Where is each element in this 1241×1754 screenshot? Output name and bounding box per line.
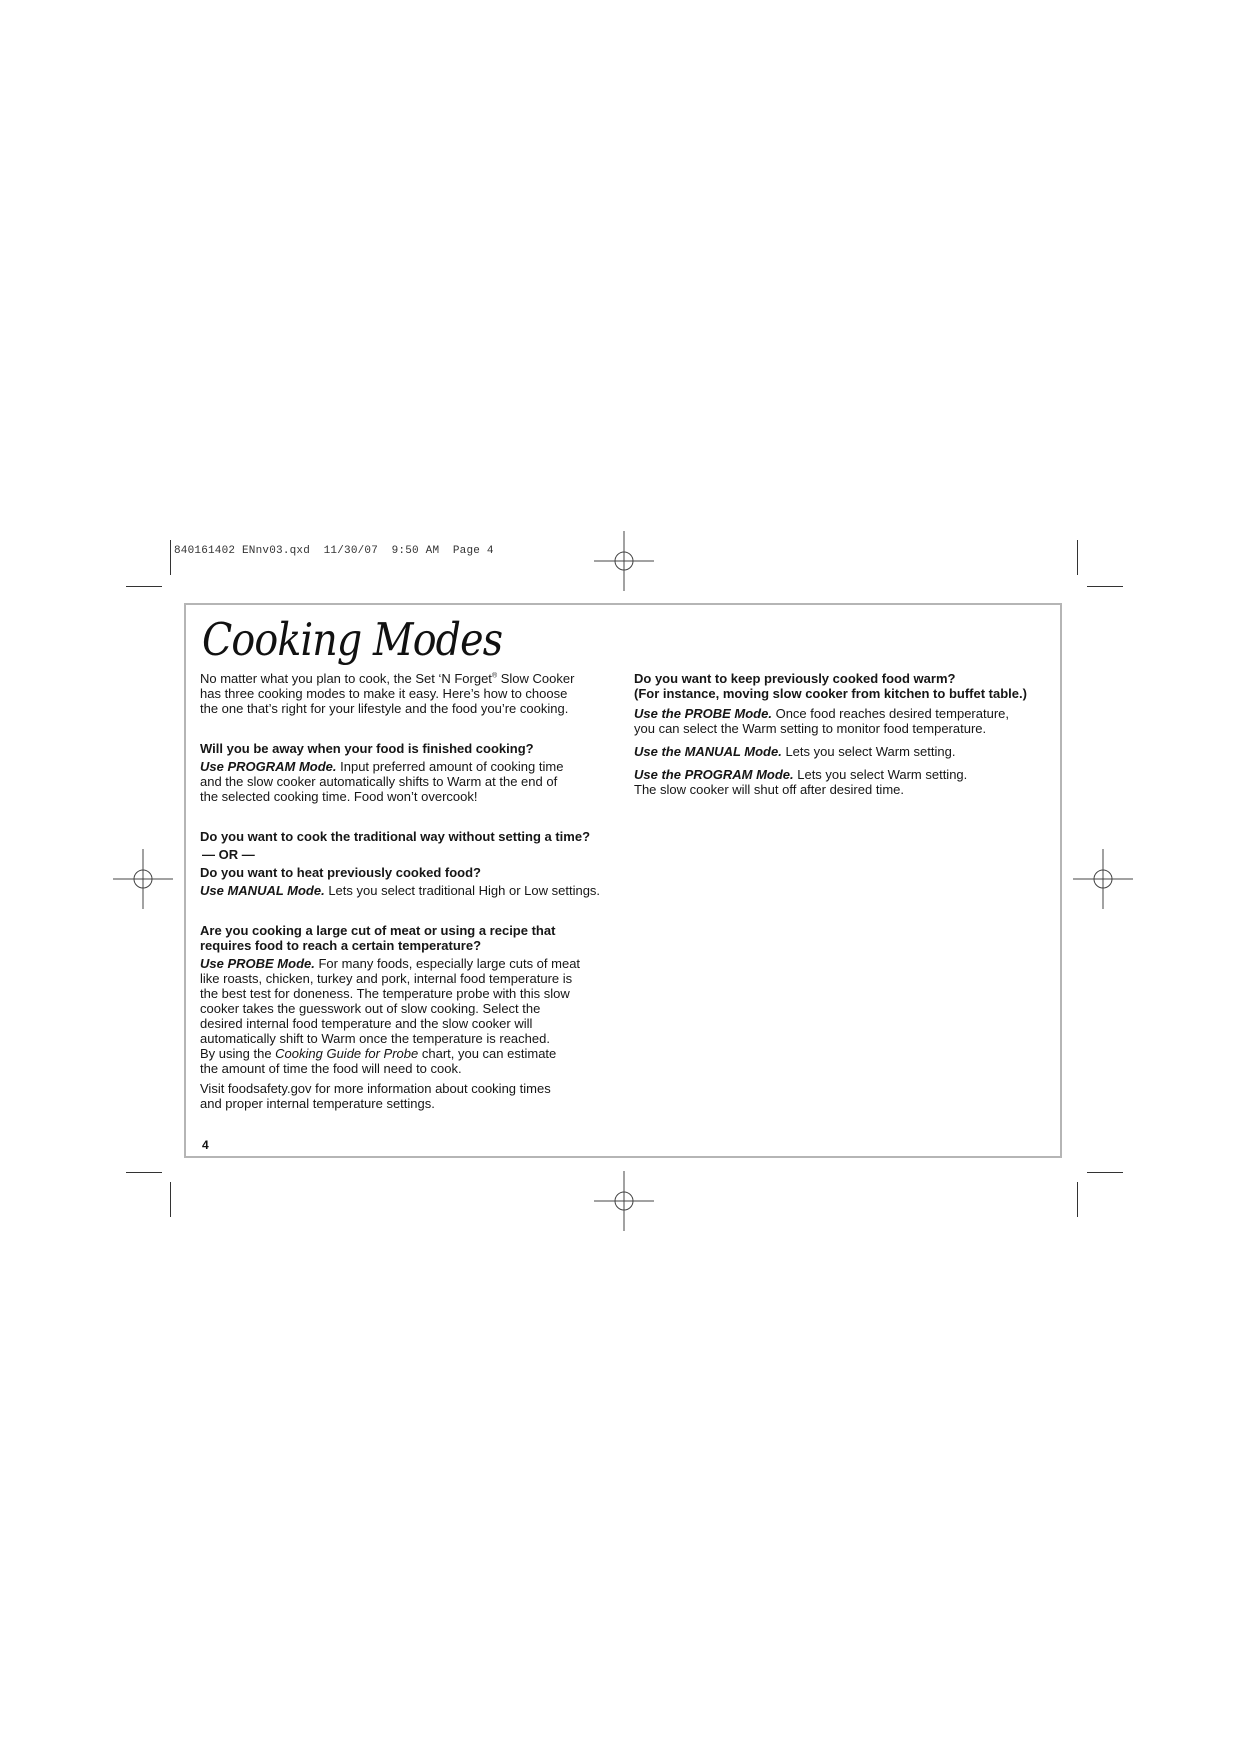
right-program-body: Lets you select Warm setting. The slow cooker will shut off after desired time. <box>634 767 968 797</box>
crop-mark-bottom-left-horizontal <box>126 1172 162 1173</box>
crop-mark-bottom-right-horizontal <box>1087 1172 1123 1173</box>
crop-mark-top-left-vertical <box>170 540 171 575</box>
right-probe-body: Once food reaches desired temperature, you can select the Warm setting to monitor food temperature. <box>634 706 1009 736</box>
right-probe-lead: Use the PROBE Mode. <box>634 706 772 721</box>
probe-question: Are you cooking a large cut of meat or using a recipe that requires food to reach a certain temperature? <box>200 923 556 953</box>
program-lead: Use PROGRAM Mode. <box>200 759 337 774</box>
registration-mark-left <box>113 849 173 909</box>
visit-paragraph: Visit foodsafety.gov for more information about cooking times and proper internal temperature settings. <box>200 1081 551 1111</box>
left-column <box>200 671 630 1116</box>
page-number: 4 <box>202 1138 209 1152</box>
probe-lead: Use PROBE Mode. <box>200 956 315 971</box>
page-title: Cooking Modes <box>202 613 503 666</box>
program-question: Will you be away when your food is finished cooking? <box>200 741 534 756</box>
manual-lead: Use MANUAL Mode. <box>200 883 325 898</box>
crop-mark-top-right-vertical <box>1077 540 1078 575</box>
manual-mode-section <box>200 829 630 898</box>
probe-body-end: chart, you can estimate the amount of time the food will need to cook. <box>200 1046 557 1076</box>
program-mode-section <box>200 741 630 804</box>
manual-page-panel <box>184 603 1062 1158</box>
right-manual-lead: Use the MANUAL Mode. <box>634 744 782 759</box>
registration-mark-top <box>594 531 654 591</box>
program-paragraph <box>200 759 630 804</box>
crop-mark-bottom-right-vertical <box>1077 1182 1078 1217</box>
registration-mark-bottom <box>594 1171 654 1231</box>
program-body: Input preferred amount of cooking time and the slow cooker automatically shifts to Warm at the end of the selected cooking time. Food won’t overcook! <box>200 759 564 804</box>
intro-text-start: No matter what you plan to cook, the Set ‘N Forget <box>200 671 492 686</box>
manual-question-1: Do you want to cook the traditional way without setting a time? <box>200 829 591 844</box>
manual-paragraph <box>200 883 630 898</box>
probe-body: For many foods, especially large cuts of meat like roasts, chicken, turkey and pork, internal food temperature is the best test for doneness. The temperature probe with this slow cooker takes the guesswork out of slow cooking. Select the desired internal food temperature and the slow cooker will automatically shift to Warm once the temperature is reached. By using the <box>200 956 581 1061</box>
probe-mode-section <box>200 923 630 1111</box>
intro-paragraph <box>200 671 630 716</box>
cooking-guide-reference: Cooking Guide for Probe <box>275 1046 419 1061</box>
right-manual-body: Lets you select Warm setting. <box>781 744 956 759</box>
crop-mark-top-left-horizontal <box>126 586 162 587</box>
manual-question-2: Do you want to heat previously cooked food? <box>200 865 481 880</box>
right-program-lead: Use the PROGRAM Mode. <box>634 767 794 782</box>
manual-body: Lets you select traditional High or Low settings. <box>324 883 601 898</box>
right-probe-paragraph <box>634 706 1054 736</box>
crop-mark-top-right-horizontal <box>1087 586 1123 587</box>
right-program-paragraph <box>634 767 1054 797</box>
right-manual-paragraph <box>634 744 1054 759</box>
registration-mark-right <box>1073 849 1133 909</box>
or-separator: — OR — <box>202 847 255 862</box>
registered-mark: ® <box>491 672 498 680</box>
warm-question: Do you want to keep previously cooked food warm? (For instance, moving slow cooker from kitchen to buffet table.) <box>634 671 1027 701</box>
intro-text-end: Slow Cooker has three cooking modes to make it easy. Here’s how to choose the one that’s right for your lifestyle and the food you’re cooking. <box>200 671 575 716</box>
right-column <box>634 671 1054 802</box>
probe-paragraph <box>200 956 630 1076</box>
crop-mark-bottom-left-vertical <box>170 1182 171 1217</box>
print-slug: 840161402 ENnv03.qxd 11/30/07 9:50 AM Page 4 <box>174 545 494 557</box>
